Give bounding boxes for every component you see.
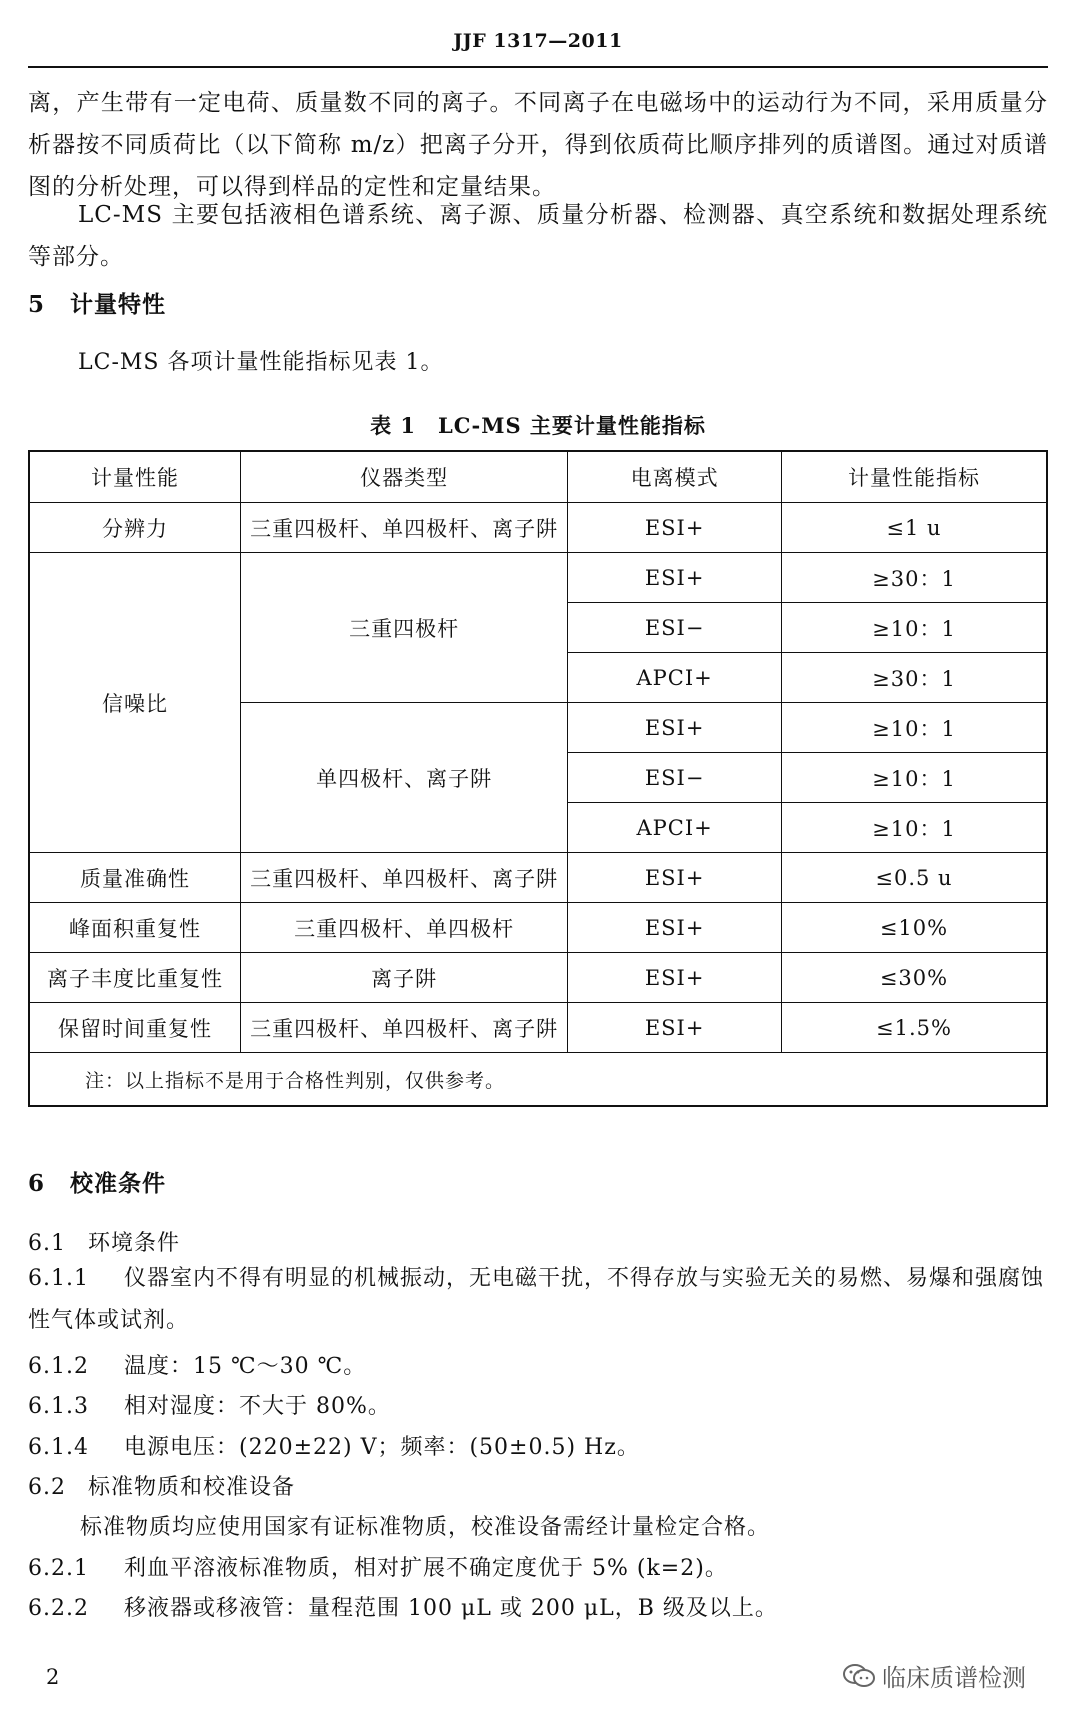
section-title: 计量特性 — [70, 291, 166, 318]
clause-text: 移液器或移液管：量程范围 100 μL 或 200 μL，B 级及以上。 — [124, 1596, 778, 1621]
spec-cell: ≤30% — [781, 953, 1047, 1003]
clause-title: 标准物质和校准设备 — [88, 1475, 296, 1500]
clause-number: 6.1.2 — [28, 1354, 89, 1379]
table-row — [29, 903, 1047, 953]
section-6-2-text: 标准物质均应使用国家有证标准物质，校准设备需经计量检定合格。 — [80, 1515, 771, 1540]
section-number: 5 — [28, 291, 46, 318]
watermark-text: 临床质谱检测 — [882, 1664, 1026, 1692]
clause-text: 温度：15 ℃～30 ℃。 — [124, 1354, 367, 1379]
intro-paragraph-1: 离，产生带有一定电荷、质量数不同的离子。不同离子在电磁场中的运动行为不同，采用质量分析器按不同质荷比（以下简称 m/z）把离子分开，得到依质荷比顺序排列的质谱图。通过对质谱图的分析处理，可以得到样品的定性和定量结果。 — [28, 90, 1048, 200]
header-cell: 电离模式 — [568, 451, 782, 503]
mode-cell: ESI− — [568, 603, 782, 653]
clause-6-1-4 — [28, 1430, 640, 1461]
clause-number: 6.1.1 — [28, 1266, 89, 1291]
mode-cell: ESI+ — [568, 703, 782, 753]
spec-cell: ≤0.5 u — [781, 853, 1047, 903]
mode-cell: ESI− — [568, 753, 782, 803]
spec-cell: ≥10：1 — [781, 803, 1047, 853]
mode-cell: APCI+ — [568, 653, 782, 703]
clause-number: 6.1 — [28, 1231, 66, 1256]
instrument-cell: 单四极杆、离子阱 — [241, 703, 568, 853]
clause-number: 6.1.4 — [28, 1435, 89, 1460]
clause-number: 6.2.1 — [28, 1556, 89, 1581]
spec-cell: ≥10：1 — [781, 603, 1047, 653]
section-5-heading — [28, 286, 166, 319]
table-header-row — [29, 451, 1047, 503]
clause-title: 环境条件 — [88, 1231, 181, 1256]
metric-cell: 保留时间重复性 — [29, 1003, 241, 1053]
chat-bubbles-icon — [842, 1663, 876, 1689]
spec-cell: ≥30：1 — [781, 653, 1047, 703]
spec-cell: ≤10% — [781, 903, 1047, 953]
mode-cell: ESI+ — [568, 953, 782, 1003]
clause-number: 6.2.2 — [28, 1596, 89, 1621]
instrument-cell: 三重四极杆 — [241, 553, 568, 703]
page-header: JJF 1317—2011 — [453, 30, 623, 52]
table-row — [29, 553, 1047, 603]
metric-cell: 分辨力 — [29, 503, 241, 553]
table-note: 注：以上指标不是用于合格性判别，仅供参考。 — [29, 1053, 1047, 1107]
header-cell: 计量性能 — [29, 451, 241, 503]
section-6-2-heading — [28, 1470, 295, 1501]
metric-cell: 离子丰度比重复性 — [29, 953, 241, 1003]
clause-number: 6.1.3 — [28, 1394, 89, 1419]
clause-6-1-2 — [28, 1349, 366, 1380]
instrument-cell: 三重四极杆、单四极杆、离子阱 — [241, 1003, 568, 1053]
clause-text: 电源电压：(220±22) V；频率：(50±0.5) Hz。 — [124, 1435, 640, 1460]
intro-paragraph-2: LC-MS 主要包括液相色谱系统、离子源、质量分析器、检测器、真空系统和数据处理系统等部分。 — [28, 202, 1048, 270]
clause-6-2-1 — [28, 1551, 728, 1582]
mode-cell: ESI+ — [568, 903, 782, 953]
section-title: 校准条件 — [70, 1170, 166, 1197]
metric-cell: 质量准确性 — [29, 853, 241, 903]
spec-cell: ≥30：1 — [781, 553, 1047, 603]
table-note-row — [29, 1053, 1047, 1107]
spec-cell: ≥10：1 — [781, 703, 1047, 753]
instrument-cell: 三重四极杆、单四极杆、离子阱 — [241, 503, 568, 553]
mode-cell: APCI+ — [568, 803, 782, 853]
watermark — [842, 1658, 1026, 1693]
table-caption: 表 1 LC-MS 主要计量性能指标 — [370, 413, 706, 438]
table-row — [29, 1003, 1047, 1053]
section-6-heading — [28, 1165, 166, 1198]
header-rule — [28, 66, 1048, 68]
clause-text: 相对湿度：不大于 80%。 — [124, 1394, 391, 1419]
header-cell: 计量性能指标 — [781, 451, 1047, 503]
clause-6-1-1 — [28, 1258, 1048, 1342]
section-number: 6 — [28, 1170, 46, 1197]
instrument-cell: 三重四极杆、单四极杆 — [241, 903, 568, 953]
spec-cell: ≤1 u — [781, 503, 1047, 553]
metric-cell: 信噪比 — [29, 553, 241, 853]
clause-number: 6.2 — [28, 1475, 66, 1500]
clause-text: 利血平溶液标准物质，相对扩展不确定度优于 5% (k=2)。 — [124, 1556, 728, 1581]
metric-cell: 峰面积重复性 — [29, 903, 241, 953]
clause-text: 仪器室内不得有明显的机械振动，无电磁干扰，不得存放与实验无关的易燃、易爆和强腐蚀性气体或试剂。 — [28, 1266, 1045, 1333]
clause-6-2-2 — [28, 1591, 778, 1622]
spec-table — [28, 450, 1048, 1107]
section-5-text: LC-MS 各项计量性能指标见表 1。 — [78, 350, 444, 375]
spec-cell: ≤1.5% — [781, 1003, 1047, 1053]
clause-6-1-3 — [28, 1389, 391, 1420]
header-cell: 仪器类型 — [241, 451, 568, 503]
spec-cell: ≥10：1 — [781, 753, 1047, 803]
mode-cell: ESI+ — [568, 1003, 782, 1053]
table-row — [29, 853, 1047, 903]
mode-cell: ESI+ — [568, 853, 782, 903]
instrument-cell: 三重四极杆、单四极杆、离子阱 — [241, 853, 568, 903]
mode-cell: ESI+ — [568, 503, 782, 553]
instrument-cell: 离子阱 — [241, 953, 568, 1003]
table-row — [29, 503, 1047, 553]
page-number: 2 — [46, 1665, 60, 1689]
section-6-1-heading — [28, 1226, 180, 1257]
table-row — [29, 953, 1047, 1003]
mode-cell: ESI+ — [568, 553, 782, 603]
